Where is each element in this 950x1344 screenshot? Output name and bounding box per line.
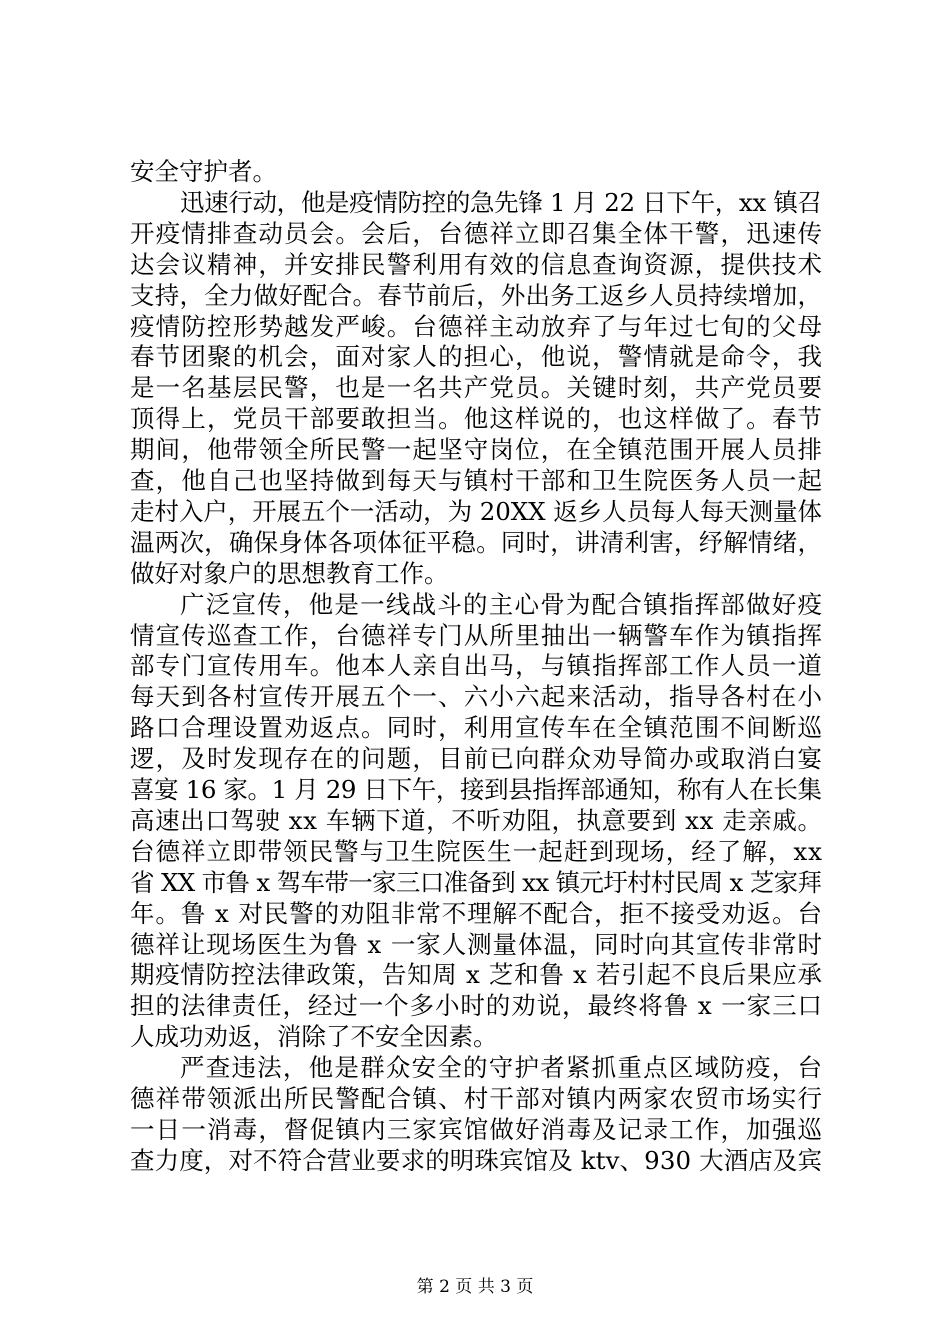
text-line: 走村入户，开展五个一活动，为 20XX 返乡人员每人每天测量体 [130, 496, 822, 526]
text-line: 逻，及时发现存在的问题，目前已向群众劝导简办或取消白宴 [130, 744, 824, 774]
text-line: 顶得上，党员干部要敢担当。他这样说的，也这样做了。春节 [130, 404, 824, 434]
text-line: 严查违法，他是群众安全的守护者紧抓重点区域防疫，台 [180, 1053, 824, 1083]
text-line: 德祥带领派出所民警配合镇、村干部对镇内两家农贸市场实行 [130, 1084, 824, 1113]
text-line: 查，他自己也坚持做到每天与镇村干部和卫生院医务人员一起 [130, 466, 824, 495]
text-line: 春节团聚的机会，面对家人的担心，他说，警情就是命令，我 [130, 342, 824, 372]
text-line: 路口合理设置劝返点。同时，利用宣传车在全镇范围不间断巡 [130, 713, 824, 743]
text-line: 查力度，对不符合营业要求的明珠宾馆及 ktv、930 大酒店及宾 [130, 1145, 823, 1175]
text-line: 高速出口驾驶 xx 车辆下道，不听劝阻，执意要到 xx 走亲戚。 [130, 805, 823, 835]
text-line: 人成功劝返，消除了不安全因素。 [130, 1022, 498, 1052]
text-line: 期疫情防控法律政策，告知周 x 芝和鲁 x 若引起不良后果应承 [130, 960, 823, 990]
text-line: 担的法律责任，经过一个多小时的劝说，最终将鲁 x 一家三口 [130, 991, 823, 1021]
text-line: 达会议精神，并安排民警利用有效的信息查询资源，提供技术 [130, 249, 824, 279]
text-line: 台德祥立即带领民警与卫生院医生一起赶到现场，经了解，xx [130, 836, 824, 866]
text-line: 省 XX 市鲁 x 驾车带一家三口准备到 xx 镇元圩村村民周 x 芝家拜 [130, 867, 822, 897]
text-line: 温两次，确保身体各项体征平稳。同时，讲清利害，纾解情绪， [130, 527, 823, 557]
text-line: 部专门宣传用车。他本人亲自出马，与镇指挥部工作人员一道 [130, 651, 824, 681]
text-line: 喜宴 16 家。1 月 29 日下午，接到县指挥部通知，称有人在长集 [130, 775, 822, 804]
text-line: 每天到各村宣传开展五个一、六小六起来活动，指导各村在小 [130, 682, 824, 712]
text-line: 年。鲁 x 对民警的劝阻非常不理解不配合，拒不接受劝返。台 [130, 898, 823, 928]
text-line: 广泛宣传，他是一线战斗的主心骨为配合镇指挥部做好疫 [180, 589, 824, 619]
text-line: 做好对象户的思想教育工作。 [130, 558, 449, 588]
text-line: 德祥让现场医生为鲁 x 一家人测量体温，同时向其宣传非常时 [130, 929, 823, 959]
text-line: 疫情防控形势越发严峻。台德祥主动放弃了与年过七旬的父母 [130, 311, 824, 341]
page-footer: 第 2 页 共 3 页 [416, 1277, 534, 1297]
text-line: 迅速行动，他是疫情防控的急先锋 1 月 22 日下午，xx 镇召 [180, 187, 822, 217]
text-line: 一日一消毒，督促镇内三家宾馆做好消毒及记录工作，加强巡 [130, 1114, 824, 1144]
text-line: 期间，他带领全所民警一起坚守岗位，在全镇范围开展人员排 [130, 435, 824, 465]
text-line: 支持，全力做好配合。春节前后，外出务工返乡人员持续增加， [130, 280, 823, 310]
text-line: 是一名基层民警，也是一名共产党员。关键时刻，共产党员要 [130, 373, 824, 403]
text-line: 情宣传巡查工作，台德祥专门从所里抽出一辆警车作为镇指挥 [130, 620, 824, 650]
text-line: 安全守护者。 [130, 157, 277, 186]
text-line: 开疫情排查动员会。会后，台德祥立即召集全体干警，迅速传 [130, 218, 824, 248]
